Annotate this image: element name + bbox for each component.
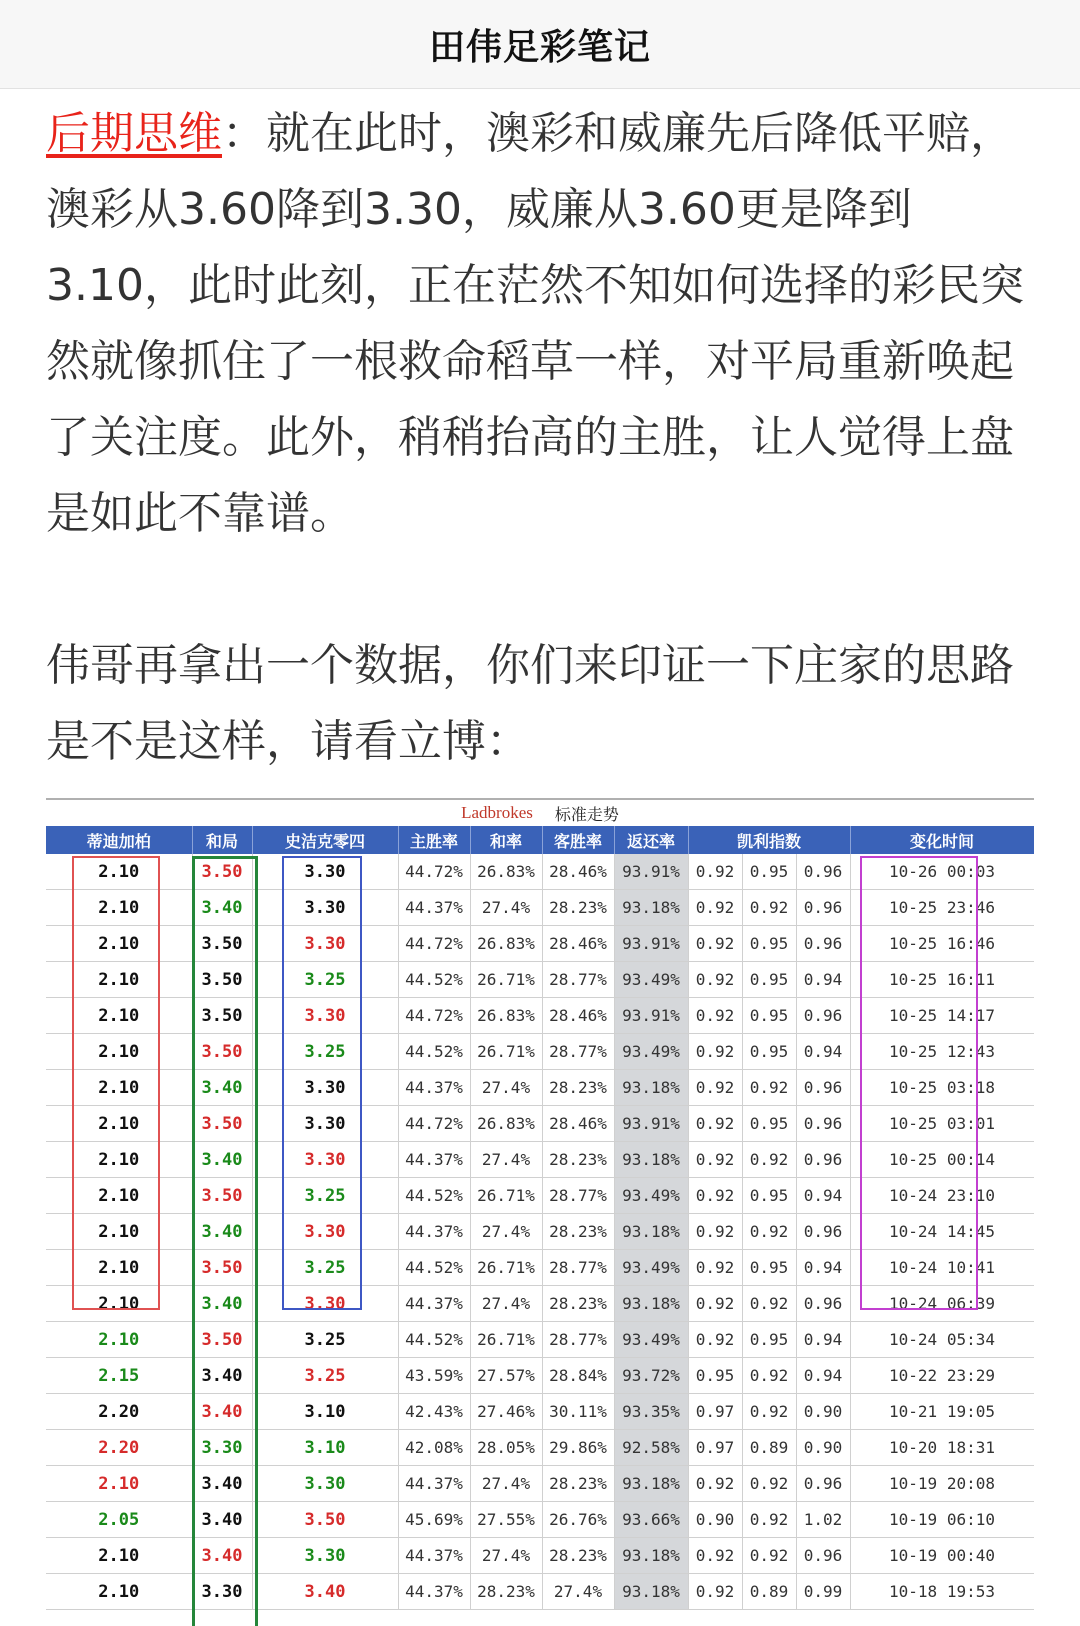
cell-draw-rate: 26.83%: [470, 926, 542, 962]
cell-kelly-away: 0.96: [796, 998, 850, 1034]
cell-draw-odds: 3.40: [192, 1070, 252, 1106]
cell-kelly-away: 0.96: [796, 854, 850, 890]
cell-kelly-away: 0.96: [796, 1070, 850, 1106]
paragraph-intro: 伟哥再拿出一个数据，你们来印证一下庄家的思路是不是这样，请看立博：: [46, 640, 1014, 767]
cell-away-rate: 28.77%: [542, 1250, 614, 1286]
cell-draw-odds: 3.50: [192, 962, 252, 998]
cell-home-rate: 43.59%: [398, 1358, 470, 1394]
cell-home-rate: 44.52%: [398, 1322, 470, 1358]
cell-away-odds: 3.30: [252, 1214, 398, 1250]
cell-kelly-draw: 0.92: [742, 1502, 796, 1538]
cell-away-rate: 28.46%: [542, 1106, 614, 1142]
cell-return-rate: 93.35%: [614, 1394, 688, 1430]
table-row: [46, 1574, 1034, 1610]
cell-change-time: 10-19 06:10: [850, 1502, 1034, 1538]
odds-table: [46, 826, 1034, 1610]
paragraph-text: ：就在此时，澳彩和威廉先后降低平赔，澳彩从3.60降到3.30，威廉从3.60更是降到3.10，此时此刻，正在茫然不知如何选择的彩民突然就像抓住了一根救命稻草一样，对平局重新唤起了关注度。此外，稍稍抬高的主胜，让人觉得上盘是如此不靠谱。: [46, 108, 1024, 539]
cell-return-rate: 93.49%: [614, 962, 688, 998]
bookmaker-name: Ladbrokes: [461, 803, 533, 822]
cell-change-time: 10-19 00:40: [850, 1538, 1034, 1574]
cell-return-rate: 93.91%: [614, 998, 688, 1034]
cell-draw-odds: 3.50: [192, 1106, 252, 1142]
cell-kelly-draw: 0.95: [742, 962, 796, 998]
cell-draw-odds: 3.30: [192, 1430, 252, 1466]
cell-draw-rate: 27.55%: [470, 1502, 542, 1538]
cell-home-odds: 2.10: [46, 1142, 192, 1178]
cell-draw-odds: 3.50: [192, 998, 252, 1034]
cell-kelly-home: 0.97: [688, 1430, 742, 1466]
cell-home-rate: 44.37%: [398, 1142, 470, 1178]
cell-home-odds: 2.20: [46, 1394, 192, 1430]
nav-bar: [0, 0, 1080, 89]
cell-kelly-home: 0.97: [688, 1394, 742, 1430]
cell-kelly-draw: 0.95: [742, 1106, 796, 1142]
cell-home-odds: 2.10: [46, 1106, 192, 1142]
cell-change-time: 10-25 12:43: [850, 1034, 1034, 1070]
col-header-away: 史洁克零四: [252, 826, 398, 854]
cell-change-time: 10-25 16:46: [850, 926, 1034, 962]
cell-kelly-draw: 0.95: [742, 1322, 796, 1358]
cell-home-odds: 2.10: [46, 1538, 192, 1574]
cell-draw-rate: 27.4%: [470, 1286, 542, 1322]
cell-draw-rate: 26.71%: [470, 1322, 542, 1358]
cell-return-rate: 93.91%: [614, 1106, 688, 1142]
cell-change-time: 10-25 14:17: [850, 998, 1034, 1034]
cell-change-time: 10-25 03:01: [850, 1106, 1034, 1142]
cell-return-rate: 93.66%: [614, 1502, 688, 1538]
cell-return-rate: 93.49%: [614, 1178, 688, 1214]
cell-kelly-away: 0.96: [796, 926, 850, 962]
cell-kelly-home: 0.92: [688, 926, 742, 962]
cell-home-odds: 2.10: [46, 1466, 192, 1502]
cell-return-rate: 93.18%: [614, 1286, 688, 1322]
cell-kelly-home: 0.92: [688, 1070, 742, 1106]
cell-kelly-home: 0.92: [688, 1286, 742, 1322]
cell-home-odds: 2.10: [46, 1322, 192, 1358]
cell-home-rate: 45.69%: [398, 1502, 470, 1538]
cell-draw-odds: 3.50: [192, 1034, 252, 1070]
cell-away-odds: 3.25: [252, 1358, 398, 1394]
cell-home-rate: 44.52%: [398, 962, 470, 998]
cell-away-rate: 28.77%: [542, 962, 614, 998]
cell-kelly-draw: 0.92: [742, 1070, 796, 1106]
table-row: [46, 1538, 1034, 1574]
cell-home-odds: 2.10: [46, 1286, 192, 1322]
cell-change-time: 10-22 23:29: [850, 1358, 1034, 1394]
cell-return-rate: 93.18%: [614, 1142, 688, 1178]
cell-draw-rate: 27.46%: [470, 1394, 542, 1430]
cell-draw-odds: 3.40: [192, 1538, 252, 1574]
cell-draw-rate: 27.4%: [470, 890, 542, 926]
cell-kelly-home: 0.92: [688, 1106, 742, 1142]
cell-away-odds: 3.30: [252, 926, 398, 962]
cell-change-time: 10-24 10:41: [850, 1250, 1034, 1286]
cell-kelly-draw: 0.92: [742, 1142, 796, 1178]
cell-draw-rate: 26.71%: [470, 1250, 542, 1286]
cell-away-odds: 3.30: [252, 890, 398, 926]
cell-home-odds: 2.15: [46, 1358, 192, 1394]
cell-kelly-away: 0.96: [796, 1106, 850, 1142]
cell-kelly-home: 0.92: [688, 962, 742, 998]
cell-home-rate: 44.52%: [398, 1250, 470, 1286]
cell-away-rate: 30.11%: [542, 1394, 614, 1430]
cell-kelly-draw: 0.89: [742, 1574, 796, 1610]
cell-kelly-home: 0.92: [688, 854, 742, 890]
cell-return-rate: 93.72%: [614, 1358, 688, 1394]
cell-draw-rate: 28.23%: [470, 1574, 542, 1610]
cell-kelly-draw: 0.92: [742, 1394, 796, 1430]
col-header-return: 返还率: [614, 826, 688, 854]
cell-home-odds: 2.10: [46, 926, 192, 962]
cell-home-odds: 2.10: [46, 854, 192, 890]
cell-draw-odds: 3.30: [192, 1574, 252, 1610]
cell-draw-rate: 26.83%: [470, 1106, 542, 1142]
cell-kelly-away: 0.90: [796, 1430, 850, 1466]
cell-draw-rate: 28.05%: [470, 1430, 542, 1466]
cell-return-rate: 93.49%: [614, 1034, 688, 1070]
cell-kelly-draw: 0.92: [742, 1538, 796, 1574]
cell-away-rate: 28.46%: [542, 854, 614, 890]
cell-away-rate: 28.23%: [542, 1466, 614, 1502]
cell-home-odds: 2.10: [46, 1214, 192, 1250]
cell-kelly-home: 0.92: [688, 1538, 742, 1574]
cell-home-rate: 42.08%: [398, 1430, 470, 1466]
cell-home-rate: 44.52%: [398, 1034, 470, 1070]
cell-away-odds: 3.30: [252, 854, 398, 890]
table-row: [46, 1178, 1034, 1214]
cell-away-rate: 28.23%: [542, 1538, 614, 1574]
cell-home-rate: 44.72%: [398, 926, 470, 962]
cell-kelly-draw: 0.95: [742, 1034, 796, 1070]
cell-away-odds: 3.30: [252, 1070, 398, 1106]
cell-change-time: 10-24 06:39: [850, 1286, 1034, 1322]
cell-change-time: 10-25 16:11: [850, 962, 1034, 998]
cell-kelly-away: 0.94: [796, 1250, 850, 1286]
cell-away-odds: 3.30: [252, 1106, 398, 1142]
cell-home-rate: 44.37%: [398, 1574, 470, 1610]
cell-kelly-away: 0.96: [796, 890, 850, 926]
cell-change-time: 10-21 19:05: [850, 1394, 1034, 1430]
table-row: [46, 1286, 1034, 1322]
cell-change-time: 10-26 00:03: [850, 854, 1034, 890]
cell-kelly-home: 0.92: [688, 1574, 742, 1610]
cell-away-odds: 3.30: [252, 1142, 398, 1178]
cell-draw-odds: 3.40: [192, 1142, 252, 1178]
cell-return-rate: 93.18%: [614, 1070, 688, 1106]
cell-kelly-draw: 0.95: [742, 1178, 796, 1214]
cell-away-odds: 3.10: [252, 1394, 398, 1430]
cell-draw-odds: 3.50: [192, 1250, 252, 1286]
cell-away-rate: 28.46%: [542, 998, 614, 1034]
cell-away-rate: 29.86%: [542, 1430, 614, 1466]
cell-draw-rate: 27.4%: [470, 1142, 542, 1178]
cell-return-rate: 93.18%: [614, 1574, 688, 1610]
cell-draw-odds: 3.40: [192, 1394, 252, 1430]
cell-draw-odds: 3.50: [192, 854, 252, 890]
cell-home-odds: 2.05: [46, 1502, 192, 1538]
cell-away-odds: 3.30: [252, 1466, 398, 1502]
table-row: [46, 890, 1034, 926]
cell-away-rate: 28.23%: [542, 1214, 614, 1250]
cell-away-odds: 3.30: [252, 998, 398, 1034]
article-body: [46, 96, 1036, 780]
cell-change-time: 10-25 23:46: [850, 890, 1034, 926]
cell-return-rate: 93.49%: [614, 1250, 688, 1286]
cell-draw-rate: 27.4%: [470, 1214, 542, 1250]
caption-label: 标准走势: [554, 804, 619, 824]
cell-home-odds: 2.20: [46, 1430, 192, 1466]
cell-home-rate: 44.37%: [398, 1466, 470, 1502]
cell-draw-odds: 3.50: [192, 1322, 252, 1358]
cell-kelly-away: 0.96: [796, 1538, 850, 1574]
table-row: [46, 1250, 1034, 1286]
table-row: [46, 1070, 1034, 1106]
cell-home-rate: 44.52%: [398, 1178, 470, 1214]
cell-away-odds: 3.25: [252, 1034, 398, 1070]
cell-kelly-away: 0.94: [796, 1322, 850, 1358]
cell-kelly-away: 0.96: [796, 1466, 850, 1502]
cell-draw-rate: 27.57%: [470, 1358, 542, 1394]
cell-kelly-home: 0.92: [688, 1214, 742, 1250]
paragraph-analysis: [46, 96, 1036, 552]
cell-return-rate: 93.91%: [614, 926, 688, 962]
cell-draw-odds: 3.40: [192, 1358, 252, 1394]
table-row: [46, 926, 1034, 962]
cell-draw-odds: 3.50: [192, 1178, 252, 1214]
cell-draw-rate: 26.71%: [470, 962, 542, 998]
cell-draw-odds: 3.40: [192, 1466, 252, 1502]
cell-kelly-home: 0.92: [688, 1142, 742, 1178]
cell-kelly-away: 1.02: [796, 1502, 850, 1538]
cell-kelly-home: 0.92: [688, 1250, 742, 1286]
cell-home-odds: 2.10: [46, 998, 192, 1034]
cell-draw-rate: 26.83%: [470, 998, 542, 1034]
cell-away-odds: 3.30: [252, 1538, 398, 1574]
cell-draw-odds: 3.40: [192, 890, 252, 926]
cell-away-rate: 28.84%: [542, 1358, 614, 1394]
cell-kelly-home: 0.92: [688, 1034, 742, 1070]
cell-home-odds: 2.10: [46, 962, 192, 998]
table-body: [46, 854, 1034, 1610]
cell-home-rate: 44.72%: [398, 1106, 470, 1142]
cell-away-rate: 28.23%: [542, 1142, 614, 1178]
col-header-home-rate: 主胜率: [398, 826, 470, 854]
cell-draw-rate: 26.71%: [470, 1178, 542, 1214]
cell-away-odds: 3.30: [252, 1286, 398, 1322]
cell-home-rate: 44.72%: [398, 998, 470, 1034]
table-row: [46, 998, 1034, 1034]
cell-home-rate: 44.37%: [398, 1286, 470, 1322]
cell-change-time: 10-20 18:31: [850, 1430, 1034, 1466]
cell-change-time: 10-24 05:34: [850, 1322, 1034, 1358]
cell-draw-rate: 26.71%: [470, 1034, 542, 1070]
cell-change-time: 10-24 23:10: [850, 1178, 1034, 1214]
cell-return-rate: 93.18%: [614, 1466, 688, 1502]
cell-away-rate: 28.46%: [542, 926, 614, 962]
cell-away-rate: 28.77%: [542, 1322, 614, 1358]
cell-change-time: 10-25 00:14: [850, 1142, 1034, 1178]
cell-draw-odds: 3.40: [192, 1286, 252, 1322]
cell-home-rate: 44.37%: [398, 1214, 470, 1250]
table-row: [46, 1142, 1034, 1178]
col-header-draw: 和局: [192, 826, 252, 854]
cell-draw-odds: 3.40: [192, 1214, 252, 1250]
cell-kelly-draw: 0.95: [742, 998, 796, 1034]
cell-home-odds: 2.10: [46, 890, 192, 926]
col-header-time: 变化时间: [850, 826, 1034, 854]
cell-kelly-draw: 0.92: [742, 890, 796, 926]
cell-home-rate: 44.72%: [398, 854, 470, 890]
table-row: [46, 854, 1034, 890]
cell-away-rate: 26.76%: [542, 1502, 614, 1538]
cell-away-rate: 28.77%: [542, 1034, 614, 1070]
col-header-draw-rate: 和率: [470, 826, 542, 854]
cell-home-odds: 2.10: [46, 1178, 192, 1214]
table-row: [46, 1394, 1034, 1430]
cell-return-rate: 93.91%: [614, 854, 688, 890]
odds-table-image: [46, 798, 1034, 1626]
highlight-term: 后期思维: [46, 108, 222, 159]
table-row: [46, 1034, 1034, 1070]
cell-kelly-away: 0.94: [796, 1034, 850, 1070]
cell-kelly-away: 0.94: [796, 1358, 850, 1394]
cell-kelly-draw: 0.95: [742, 1250, 796, 1286]
cell-away-odds: 3.25: [252, 962, 398, 998]
table-row: [46, 1466, 1034, 1502]
cell-away-odds: 3.50: [252, 1502, 398, 1538]
cell-change-time: 10-24 14:45: [850, 1214, 1034, 1250]
col-header-away-rate: 客胜率: [542, 826, 614, 854]
table-caption: [46, 800, 1034, 826]
cell-kelly-away: 0.94: [796, 1178, 850, 1214]
cell-draw-rate: 27.4%: [470, 1070, 542, 1106]
cell-home-odds: 2.10: [46, 1070, 192, 1106]
cell-away-rate: 28.23%: [542, 1070, 614, 1106]
cell-draw-odds: 3.50: [192, 926, 252, 962]
table-row: [46, 1214, 1034, 1250]
cell-away-rate: 28.23%: [542, 1286, 614, 1322]
cell-kelly-home: 0.92: [688, 1466, 742, 1502]
cell-away-rate: 27.4%: [542, 1574, 614, 1610]
cell-change-time: 10-25 03:18: [850, 1070, 1034, 1106]
cell-home-rate: 42.43%: [398, 1394, 470, 1430]
cell-kelly-draw: 0.95: [742, 926, 796, 962]
cell-kelly-away: 0.94: [796, 962, 850, 998]
cell-home-odds: 2.10: [46, 1034, 192, 1070]
cell-return-rate: 92.58%: [614, 1430, 688, 1466]
cell-away-odds: 3.40: [252, 1574, 398, 1610]
cell-away-odds: 3.25: [252, 1322, 398, 1358]
table-row: [46, 1502, 1034, 1538]
table-header-row: [46, 826, 1034, 854]
cell-draw-rate: 26.83%: [470, 854, 542, 890]
cell-kelly-home: 0.95: [688, 1358, 742, 1394]
cell-return-rate: 93.49%: [614, 1322, 688, 1358]
cell-kelly-home: 0.92: [688, 1178, 742, 1214]
cell-home-rate: 44.37%: [398, 1538, 470, 1574]
cell-kelly-home: 0.92: [688, 1322, 742, 1358]
cell-kelly-draw: 0.92: [742, 1214, 796, 1250]
table-row: [46, 1322, 1034, 1358]
cell-kelly-away: 0.96: [796, 1214, 850, 1250]
cell-kelly-draw: 0.92: [742, 1358, 796, 1394]
cell-kelly-draw: 0.92: [742, 1466, 796, 1502]
cell-away-odds: 3.25: [252, 1250, 398, 1286]
cell-kelly-draw: 0.95: [742, 854, 796, 890]
cell-away-odds: 3.10: [252, 1430, 398, 1466]
col-header-kelly: 凯利指数: [688, 826, 850, 854]
cell-kelly-away: 0.99: [796, 1574, 850, 1610]
cell-return-rate: 93.18%: [614, 890, 688, 926]
cell-return-rate: 93.18%: [614, 1214, 688, 1250]
table-row: [46, 962, 1034, 998]
cell-away-odds: 3.25: [252, 1178, 398, 1214]
cell-home-rate: 44.37%: [398, 1070, 470, 1106]
cell-away-rate: 28.77%: [542, 1178, 614, 1214]
cell-kelly-home: 0.92: [688, 890, 742, 926]
cell-draw-rate: 27.4%: [470, 1466, 542, 1502]
paragraph-gap: [46, 552, 1036, 628]
cell-kelly-home: 0.90: [688, 1502, 742, 1538]
cell-away-rate: 28.23%: [542, 890, 614, 926]
cell-draw-odds: 3.40: [192, 1502, 252, 1538]
cell-kelly-away: 0.96: [796, 1142, 850, 1178]
cell-kelly-draw: 0.89: [742, 1430, 796, 1466]
cell-kelly-away: 0.90: [796, 1394, 850, 1430]
table-row: [46, 1106, 1034, 1142]
table-row: [46, 1358, 1034, 1394]
cell-change-time: 10-18 19:53: [850, 1574, 1034, 1610]
cell-kelly-away: 0.96: [796, 1286, 850, 1322]
cell-home-odds: 2.10: [46, 1574, 192, 1610]
page-title: 田伟足彩笔记: [428, 26, 651, 68]
cell-home-odds: 2.10: [46, 1250, 192, 1286]
cell-draw-rate: 27.4%: [470, 1538, 542, 1574]
cell-change-time: 10-19 20:08: [850, 1466, 1034, 1502]
cell-return-rate: 93.18%: [614, 1538, 688, 1574]
col-header-home: 蒂迪加柏: [46, 826, 192, 854]
cell-home-rate: 44.37%: [398, 890, 470, 926]
cell-kelly-draw: 0.92: [742, 1286, 796, 1322]
table-row: [46, 1430, 1034, 1466]
cell-kelly-home: 0.92: [688, 998, 742, 1034]
